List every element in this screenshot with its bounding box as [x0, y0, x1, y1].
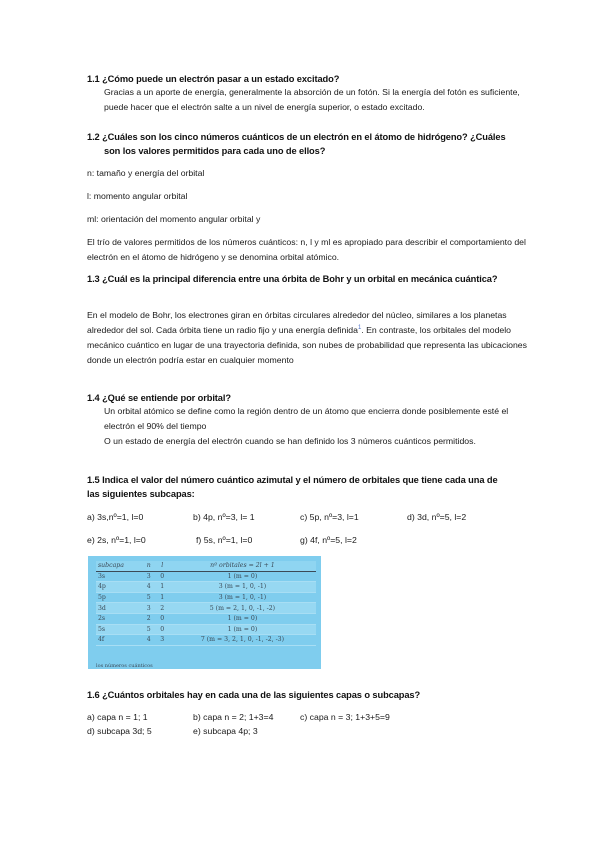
quantum-numbers-table: [96, 561, 316, 646]
answer-1-3: [87, 308, 527, 368]
table-cell: 1: [156, 582, 169, 593]
option-1-5-e: e) 2s, nº=1, l=0: [87, 535, 146, 545]
table-cell: 5p: [96, 592, 142, 603]
table-row: [96, 592, 316, 603]
table-cell: 5: [142, 624, 156, 635]
answer-1-4-part1: Un orbital atómico se define como la región dentro de un átomo que encierra donde posiblemente esté el electrón el 90% del tiempo: [104, 406, 509, 431]
table-cell: 4: [142, 582, 156, 593]
table-cell: 0: [156, 624, 169, 635]
table-row: [96, 624, 316, 635]
answer-1-2-ml: ml: orientación del momento angular orbital y: [87, 214, 261, 224]
table-cell: 1 (m = 0): [169, 624, 316, 635]
question-1-2-heading-line2: son los valores permitidos para cada uno de ellos?: [104, 146, 326, 156]
footnote-link[interactable]: 1: [357, 325, 362, 332]
table-cell: 3: [142, 571, 156, 582]
option-1-6-a: a) capa n = 1; 1: [87, 712, 148, 722]
answer-1-2-trio: El trío de valores permitidos de los números cuánticos: n, l y ml es apropiado para describir el comportamiento del electrón en el átomo de hidrógeno y se denomina orbital atómico.: [87, 237, 526, 262]
table-header-cell: n: [142, 561, 156, 571]
question-1-3-heading: 1.3 ¿Cuál es la principal diferencia entre una órbita de Bohr y un orbital en mecánica cuántica?: [87, 274, 498, 284]
answer-1-3-part-b: . En contraste, los orbitales del modelo mecánico cuántico en lugar de una trayectoria definida, son nubes de probabilidad que representa las ubicaciones donde un electrón podría estar en cualquier momento: [87, 325, 527, 365]
table-cell: 0: [156, 571, 169, 582]
table-cell: 4p: [96, 582, 142, 593]
table-header-cell: nº orbitales = 2l + 1: [169, 561, 316, 571]
table-header-row: [96, 561, 316, 571]
answer-1-1: Gracias a un aporte de energía, generalmente la absorción de un fotón. Si la energía del fotón es suficiente, puede hacer que el electrón salte a un nivel de energía superior, o estado excitado.: [104, 87, 520, 112]
table-cell: 2: [156, 603, 169, 614]
table-cell: 3 (m = 1, 0, -1): [169, 592, 316, 603]
table-row: [96, 571, 316, 582]
table-cell: 1: [156, 592, 169, 603]
option-1-6-d: d) subcapa 3d; 5: [87, 726, 152, 736]
table-cell: 7 (m = 3, 2, 1, 0, -1, -2, -3): [169, 635, 316, 646]
option-1-5-g: g) 4f, nº=5, l=2: [300, 535, 357, 545]
answer-1-3-part-a: En el modelo de Bohr, los electrones giran en órbitas circulares alrededor del núcleo, similares a los planetas alrededor del sol. Cada órbita tiene un radio fijo y una energía definida: [87, 310, 507, 335]
table-header-cell: l: [156, 561, 169, 571]
question-1-5-heading: [87, 473, 527, 501]
question-1-5-heading-line1: 1.5 Indica el valor del número cuántico azimutal y el número de orbitales que tiene cada una de: [87, 475, 498, 485]
question-1-5-heading-line2: las siguientes subcapas:: [87, 489, 195, 499]
table-cell: 5: [142, 592, 156, 603]
table-header-cell: subcapa: [96, 561, 142, 571]
question-1-6-heading: 1.6 ¿Cuántos orbitales hay en cada una de las siguientes capas o subcapas?: [87, 690, 421, 700]
table-cell: 1 (m = 0): [169, 571, 316, 582]
table-cell: 4: [142, 635, 156, 646]
table-cell: 3: [142, 603, 156, 614]
option-1-6-c: c) capa n = 3; 1+3+5=9: [300, 712, 390, 722]
table-row: [96, 635, 316, 646]
quantum-numbers-table-image: [88, 556, 321, 669]
table-cell: 5s: [96, 624, 142, 635]
table-cell: 2: [142, 613, 156, 624]
table-cell: 0: [156, 613, 169, 624]
answer-1-4-part2: O un estado de energía del electrón cuando se han definido los 3 números cuánticos permitidos.: [104, 436, 476, 446]
table-row: [96, 582, 316, 593]
option-1-5-d: d) 3d, nº=5, l=2: [407, 512, 467, 522]
table-cell: 4f: [96, 635, 142, 646]
question-1-4-heading: 1.4 ¿Qué se entiende por orbital?: [87, 393, 231, 403]
question-1-2-heading-line1: 1.2 ¿Cuáles son los cinco números cuánticos de un electrón en el átomo de hidrógeno? ¿Cuáles: [87, 132, 506, 142]
option-1-5-f: f) 5s, nº=1, l=0: [196, 535, 253, 545]
option-1-6-b: b) capa n = 2; 1+3=4: [193, 712, 274, 722]
question-1-2-heading: [87, 130, 527, 158]
table-row: [96, 613, 316, 624]
table-cell: 1 (m = 0): [169, 613, 316, 624]
question-1-1-heading: 1.1 ¿Cómo puede un electrón pasar a un estado excitado?: [87, 74, 340, 84]
table-cell: 3: [156, 635, 169, 646]
option-1-5-c: c) 5p, nº=3, l=1: [300, 512, 359, 522]
table-cell: 3s: [96, 571, 142, 582]
table-cell: 2s: [96, 613, 142, 624]
answer-1-2-n: n: tamaño y energía del orbital: [87, 168, 205, 178]
table-row: [96, 603, 316, 614]
option-1-5-a: a) 3s,nº=1, l=0: [87, 512, 144, 522]
table-cell: 3 (m = 1, 0, -1): [169, 582, 316, 593]
answer-1-2-l: l: momento angular orbital: [87, 191, 188, 201]
table-cell: 3d: [96, 603, 142, 614]
table-cell: 5 (m = 2, 1, 0, -1, -2): [169, 603, 316, 614]
option-1-5-b: b) 4p, nº=3, l= 1: [193, 512, 255, 522]
table-footer-caption: los números cuánticos: [96, 663, 153, 669]
option-1-6-e: e) subcapa 4p; 3: [193, 726, 258, 736]
